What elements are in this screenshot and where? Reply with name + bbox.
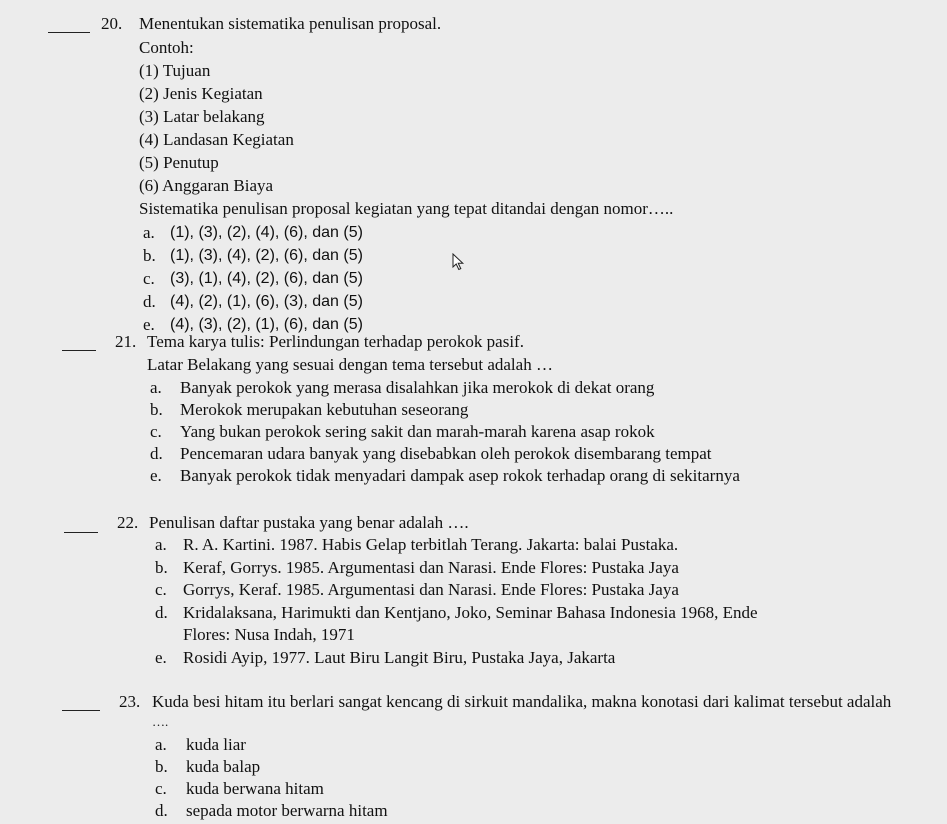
option-letter: b.	[150, 400, 163, 419]
option-text[interactable]: R. A. Kartini. 1987. Habis Gelap terbitlah Terang. Jakarta: balai Pustaka.	[183, 535, 679, 554]
question-stem: Menentukan sistematika penulisan proposal.	[139, 14, 442, 33]
option-letter: d.	[143, 292, 156, 311]
option-letter: c.	[150, 422, 162, 441]
example-item: (1) Tujuan	[139, 61, 211, 80]
option-letter: d.	[150, 444, 163, 463]
question-number: 20.	[101, 14, 123, 33]
option-text[interactable]: Banyak perokok tidak menyadari dampak asep rokok terhadap orang di sekitarnya	[180, 466, 740, 485]
option-letter: a.	[143, 223, 155, 242]
option-text[interactable]: (4), (2), (1), (6), (3), dan (5)	[170, 293, 363, 310]
option-text[interactable]: (1), (3), (4), (2), (6), dan (5)	[170, 247, 363, 264]
example-item: (2) Jenis Kegiatan	[139, 84, 263, 103]
option-continuation: Flores: Nusa Indah, 1971	[183, 625, 355, 644]
answer-blank[interactable]	[62, 710, 100, 711]
option-letter: c.	[155, 580, 167, 599]
example-label: Contoh:	[139, 38, 194, 57]
question-number: 21.	[115, 332, 137, 351]
question-number: 23.	[119, 692, 141, 711]
option-letter: d.	[155, 603, 168, 622]
option-text[interactable]: kuda balap	[186, 757, 261, 776]
option-text[interactable]: Merokok merupakan kebutuhan seseorang	[180, 400, 469, 419]
question-number: 22.	[117, 513, 139, 532]
option-text[interactable]: sepada motor berwarna hitam	[186, 801, 388, 820]
option-letter: e.	[143, 315, 155, 334]
question-stem: Penulisan daftar pustaka yang benar adalah ….	[149, 513, 469, 532]
option-text[interactable]: Banyak perokok yang merasa disalahkan jika merokok di dekat orang	[180, 378, 655, 397]
option-letter: a.	[155, 735, 167, 754]
example-item: (3) Latar belakang	[139, 107, 265, 126]
option-letter: a.	[150, 378, 162, 397]
option-letter: b.	[155, 558, 168, 577]
option-text[interactable]: kuda liar	[186, 735, 246, 754]
option-letter: a.	[155, 535, 167, 554]
question-stem: Kuda besi hitam itu berlari sangat kencang di sirkuit mandalika, makna konotasi dari kalimat tersebut adalah	[152, 692, 892, 711]
question-stem: Tema karya tulis: Perlindungan terhadap perokok pasif.	[147, 332, 524, 351]
option-text[interactable]: Keraf, Gorrys. 1985. Argumentasi dan Narasi. Ende Flores: Pustaka Jaya	[183, 558, 679, 577]
example-item: (5) Penutup	[139, 153, 219, 172]
option-text[interactable]: Yang bukan perokok sering sakit dan marah-marah karena asap rokok	[180, 422, 655, 441]
option-text[interactable]: (1), (3), (2), (4), (6), dan (5)	[170, 224, 363, 241]
option-letter: b.	[143, 246, 156, 265]
option-text[interactable]: Kridalaksana, Harimukti dan Kentjano, Joko, Seminar Bahasa Indonesia 1968, Ende	[183, 603, 758, 622]
answer-blank[interactable]	[64, 532, 98, 533]
option-letter: c.	[143, 269, 155, 288]
option-text[interactable]: Pencemaran udara banyak yang disebabkan oleh perokok disembarang tempat	[180, 444, 712, 463]
option-text[interactable]: (4), (3), (2), (1), (6), dan (5)	[170, 316, 363, 333]
answer-blank[interactable]	[48, 32, 90, 33]
option-text[interactable]: Rosidi Ayip, 1977. Laut Biru Langit Biru, Pustaka Jaya, Jakarta	[183, 648, 616, 667]
option-letter: b.	[155, 757, 168, 776]
question-stem-continuation: ….	[152, 714, 169, 729]
option-text[interactable]: Gorrys, Keraf. 1985. Argumentasi dan Narasi. Ende Flores: Pustaka Jaya	[183, 580, 679, 599]
option-letter: e.	[155, 648, 167, 667]
mouse-cursor-icon	[452, 253, 466, 271]
option-text[interactable]: (3), (1), (4), (2), (6), dan (5)	[170, 270, 363, 287]
example-item: (6) Anggaran Biaya	[139, 176, 274, 195]
option-letter: e.	[150, 466, 162, 485]
answer-blank[interactable]	[62, 350, 96, 351]
option-text[interactable]: kuda berwana hitam	[186, 779, 324, 798]
example-item: (4) Landasan Kegiatan	[139, 130, 294, 149]
question-prompt: Latar Belakang yang sesuai dengan tema tersebut adalah …	[147, 355, 553, 374]
question-prompt: Sistematika penulisan proposal kegiatan yang tepat ditandai dengan nomor…..	[139, 199, 674, 218]
option-letter: c.	[155, 779, 167, 798]
option-letter: d.	[155, 801, 168, 820]
